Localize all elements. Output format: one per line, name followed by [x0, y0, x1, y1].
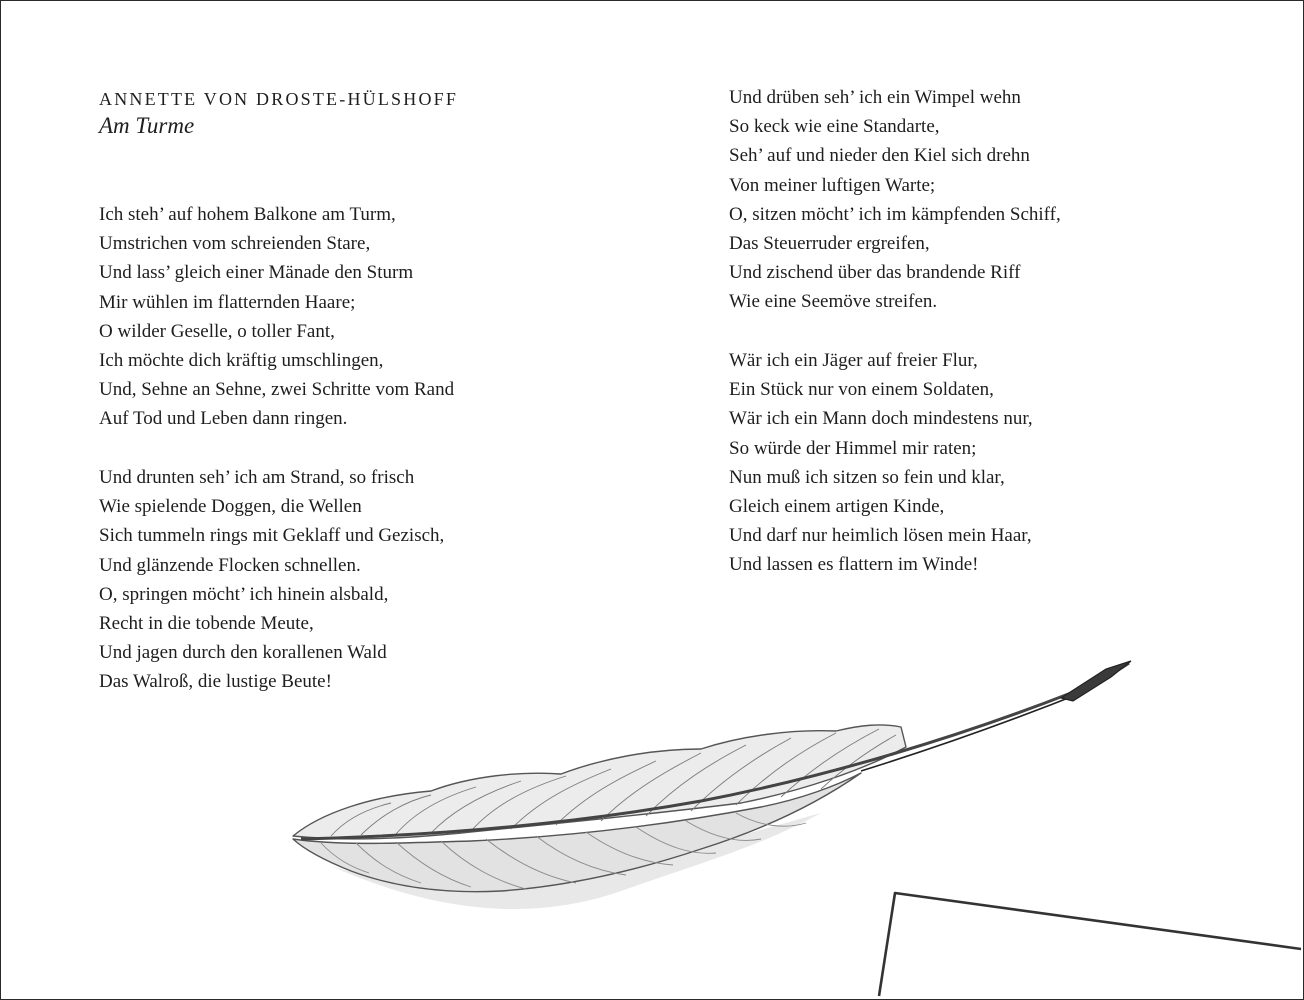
poem-line: Wie spielende Doggen, die Wellen	[99, 496, 362, 518]
poem-line: O, sitzen möcht’ ich im kämpfenden Schiff,	[729, 203, 1061, 225]
poem-line: Und drunten seh’ ich am Strand, so frisch	[99, 467, 415, 488]
poem-line: So würde der Himmel mir raten;	[729, 437, 977, 459]
poem-line: Und drüben seh’ ich ein Wimpel wehn	[729, 87, 1021, 108]
poem-line: Und zischend über das brandende Riff	[729, 262, 1021, 284]
poem-line: Wie eine Seemöve streifen.	[729, 291, 938, 313]
poem-line: Auf Tod und Leben dann ringen.	[99, 408, 348, 430]
poem-title: Am Turme	[99, 113, 195, 138]
poem-line: Und darf nur heimlich lösen mein Haar,	[729, 525, 1032, 547]
poem-line: Wär ich ein Jäger auf freier Flur,	[729, 350, 978, 371]
feather-barbs-lower	[321, 813, 806, 889]
stanza-3	[729, 83, 1061, 317]
poem-line: O wilder Geselle, o toller Fant,	[99, 320, 335, 342]
poem-line: Sich tummeln rings mit Geklaff und Gezisch,	[99, 525, 445, 547]
poem-line: Nun muß ich sitzen so fein und klar,	[729, 466, 1005, 488]
poem-line: Das Steuerruder ergreifen,	[729, 232, 930, 254]
poem-line: Von meiner luftigen Warte;	[729, 174, 936, 196]
stanza-4	[729, 346, 1033, 580]
feather-shadow	[331, 813, 821, 909]
poem-line: Das Walroß, die lustige Beute!	[99, 671, 332, 693]
poem-line: Ein Stück nur von einem Soldaten,	[729, 379, 994, 401]
feather-vane-upper	[293, 725, 906, 839]
poem-line: Und glänzende Flocken schnellen.	[99, 554, 361, 576]
poem-line: Seh’ auf und nieder den Kiel sich drehn	[729, 145, 1030, 167]
poem-line: O, springen möcht’ ich hinein alsbald,	[99, 583, 389, 605]
poem-line: Mir wühlen im flatternden Haare;	[99, 291, 356, 313]
feather-barbs-upper	[331, 729, 896, 836]
stanza-2	[99, 463, 444, 697]
poem-line: Gleich einem artigen Kinde,	[729, 495, 945, 517]
poem-line: Und jagen durch den korallenen Wald	[99, 642, 387, 664]
feather-vane-lower	[293, 773, 861, 892]
poem-line: Und lass’ gleich einer Mänade den Sturm	[99, 262, 414, 284]
poem-line: Recht in die tobende Meute,	[99, 612, 314, 634]
poem-line: Und, Sehne an Sehne, zwei Schritte vom Rand	[99, 379, 455, 401]
poem-line: Wär ich ein Mann doch mindestens nur,	[729, 408, 1033, 430]
paper-sheet-outline	[879, 893, 1301, 996]
poem-line: So keck wie eine Standarte,	[729, 116, 940, 138]
poem-author: ANNETTE VON DROSTE-HÜLSHOFF	[99, 89, 459, 109]
poem-line: Ich steh’ auf hohem Balkone am Turm,	[99, 204, 396, 225]
quill-nib	[1061, 661, 1131, 701]
poem-line: Ich möchte dich kräftig umschlingen,	[99, 349, 384, 371]
stanza-1	[99, 200, 454, 434]
poem-line: Umstrichen vom schreienden Stare,	[99, 233, 371, 255]
poem-line: Und lassen es flattern im Winde!	[729, 554, 979, 576]
